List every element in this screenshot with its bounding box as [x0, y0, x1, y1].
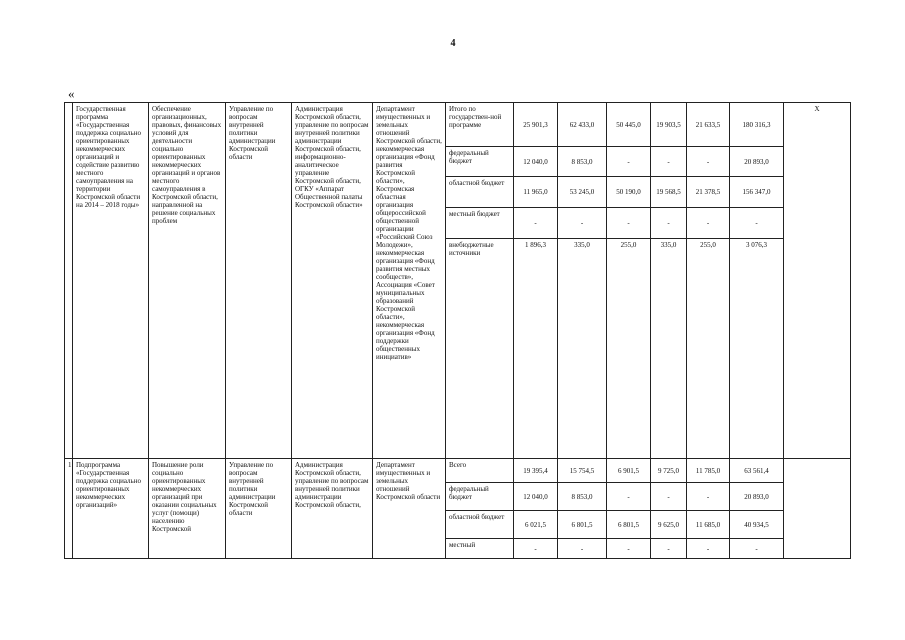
funding-source: областной бюджет: [446, 177, 514, 208]
value-cell: 6 021,5: [514, 511, 558, 539]
program-responsible: Управление по вопросам внутренней политики администрации Костромской области: [226, 103, 292, 459]
page-number: 4: [450, 38, 456, 49]
value-cell: 62 433,0: [558, 103, 607, 147]
value-cell: 6 901,5: [607, 459, 651, 483]
value-cell: 6 801,5: [607, 511, 651, 539]
program-goal: Обеспечение организационных, правовых, финансовых условий для деятельности социально ориентированных некоммерческих организаций и органов местного самоуправления в Костромской области, направленной на решение социальных проблем: [149, 103, 226, 459]
program-total-mark: Х: [784, 103, 851, 459]
value-cell: 53 245,0: [558, 177, 607, 208]
table-row: [65, 459, 851, 483]
funding-source: внебюджетные источники: [446, 239, 514, 459]
value-cell: 50 190,0: [607, 177, 651, 208]
value-cell: 50 445,0: [607, 103, 651, 147]
value-cell: -: [558, 208, 607, 239]
value-cell: -: [514, 208, 558, 239]
value-cell: 1 896,3: [514, 239, 558, 459]
value-cell: -: [651, 208, 687, 239]
value-cell: 20 893,0: [730, 147, 784, 177]
program-participants: Департамент имущественных и земельных отношений Костромской области, некоммерческая организация «Фонд развития Костромской области», Костромская областная организация общероссийской общественной организации «Российский Союз Молодежи», некоммерческая организация «Фонд развития местных сообществ», Ассоциация «Совет муниципальных образований Костромской области», некоммерческая организация «Фонд поддержки общественных инициатив»: [373, 103, 446, 459]
subprogram-goal: Повышение роли социально ориентированных некоммерческих организаций при оказании социальных услуг (помощи) населению Костромской: [149, 459, 226, 559]
funding-source: областной бюджет: [446, 511, 514, 539]
value-cell: 19 395,4: [514, 459, 558, 483]
funding-source: федеральный бюджет: [446, 483, 514, 511]
opening-quote: «: [68, 86, 75, 101]
value-cell: 8 853,0: [558, 147, 607, 177]
funding-source: Итого по государствен-ной программе: [446, 103, 514, 147]
value-cell: 11 965,0: [514, 177, 558, 208]
value-cell: 12 040,0: [514, 483, 558, 511]
subprogram-participants: Департамент имущественных и земельных отношений Костромской области: [373, 459, 446, 559]
value-cell: -: [651, 539, 687, 559]
program-name: Государственная программа «Государственная поддержка социально ориентированных некоммерческих организаций и содействие развитию местного самоуправления на территории Костромской области на 2014 – 2018 годы»: [73, 103, 149, 459]
value-cell: -: [651, 147, 687, 177]
value-cell: -: [687, 539, 730, 559]
funding-source: местный бюджет: [446, 208, 514, 239]
row-index: [65, 103, 73, 459]
value-cell: -: [651, 483, 687, 511]
value-cell: -: [607, 147, 651, 177]
value-cell: 8 853,0: [558, 483, 607, 511]
value-cell: -: [687, 147, 730, 177]
value-cell: 3 076,3: [730, 239, 784, 459]
value-cell: 9 625,0: [651, 511, 687, 539]
value-cell: 335,0: [558, 239, 607, 459]
subprogram-coexecutors: Администрация Костромской области, управление по вопросам внутренней политики администрации Костромской области,: [292, 459, 373, 559]
value-cell: 180 316,3: [730, 103, 784, 147]
value-cell: 19 903,5: [651, 103, 687, 147]
funding-source: Всего: [446, 459, 514, 483]
value-cell: 11 685,0: [687, 511, 730, 539]
value-cell: -: [607, 539, 651, 559]
value-cell: 63 561,4: [730, 459, 784, 483]
value-cell: -: [558, 539, 607, 559]
value-cell: 40 934,5: [730, 511, 784, 539]
subprogram-total-mark: [784, 459, 851, 559]
value-cell: 156 347,0: [730, 177, 784, 208]
row-index: 1: [65, 459, 73, 559]
value-cell: 6 801,5: [558, 511, 607, 539]
value-cell: 9 725,0: [651, 459, 687, 483]
value-cell: 255,0: [687, 239, 730, 459]
value-cell: 19 568,5: [651, 177, 687, 208]
value-cell: 12 040,0: [514, 147, 558, 177]
subprogram-responsible: Управление по вопросам внутренней политики администрации Костромской области: [226, 459, 292, 559]
value-cell: -: [514, 539, 558, 559]
value-cell: -: [687, 208, 730, 239]
value-cell: 21 378,5: [687, 177, 730, 208]
value-cell: 20 893,0: [730, 483, 784, 511]
value-cell: -: [607, 208, 651, 239]
value-cell: 15 754,5: [558, 459, 607, 483]
value-cell: 25 901,3: [514, 103, 558, 147]
value-cell: -: [687, 483, 730, 511]
table-row: [65, 103, 851, 147]
value-cell: 11 785,0: [687, 459, 730, 483]
value-cell: 21 633,5: [687, 103, 730, 147]
funding-source: федеральный бюджет: [446, 147, 514, 177]
funding-table: [64, 102, 851, 559]
value-cell: -: [730, 539, 784, 559]
value-cell: -: [730, 208, 784, 239]
subprogram-name: Подпрограмма «Государственная поддержка социально ориентированных некоммерческих организаций»: [73, 459, 149, 559]
funding-source: местный: [446, 539, 514, 559]
value-cell: 335,0: [651, 239, 687, 459]
value-cell: -: [607, 483, 651, 511]
value-cell: 255,0: [607, 239, 651, 459]
program-coexecutors: Администрация Костромской области, управление по вопросам внутренней политики администрации Костромской области, информационно-аналитическое управление Костромской области, ОГКУ «Аппарат Общественной палаты Костромской области»: [292, 103, 373, 459]
